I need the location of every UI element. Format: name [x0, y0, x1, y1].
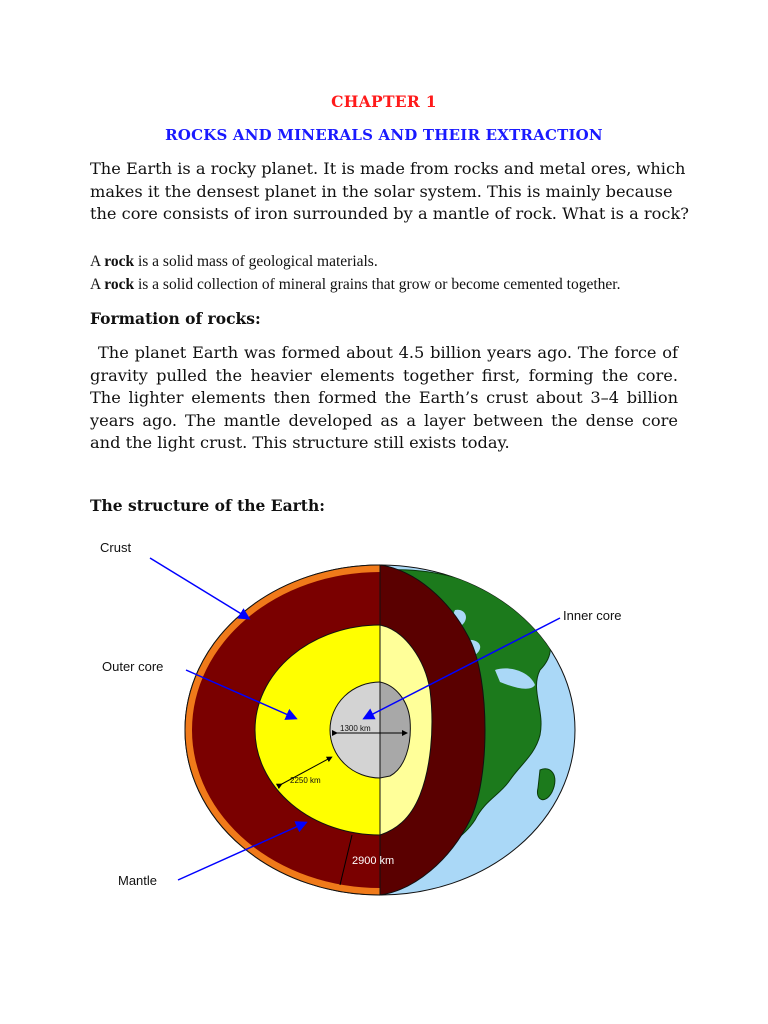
crust-label: Crust: [100, 540, 132, 555]
rock-definition-1: A rock is a solid mass of geological materials.: [90, 253, 378, 270]
intro-paragraph: The Earth is a rocky planet. It is made from rocks and metal ores, which makes it the densest planet in the solar system. This is mainly because the core consists of iron surrounded by a mantle of rock. What is a rock?: [90, 159, 689, 223]
mantle-label: Mantle: [118, 873, 158, 888]
chapter-title: ROCKS AND MINERALS AND THEIR EXTRACTION: [165, 126, 603, 144]
inner-core-label: Inner core: [563, 608, 622, 623]
earth-structure-diagram: [90, 530, 650, 910]
outer-core-label: Outer core: [102, 659, 164, 674]
rock-term: rock: [104, 276, 135, 293]
rock-term: rock: [104, 253, 135, 270]
formation-heading: Formation of rocks:: [90, 309, 261, 328]
crust-arrow: [150, 558, 248, 618]
chapter-number: CHAPTER 1: [331, 92, 437, 111]
structure-heading: The structure of the Earth:: [90, 496, 325, 515]
outer-core-km: 2250 km: [290, 776, 321, 785]
earth-cross-section-illustration: [90, 530, 650, 910]
inner-core-km: 1300 km: [340, 724, 371, 733]
rock-definition-2: A rock is a solid collection of mineral grains that grow or become cemented together.: [90, 276, 621, 293]
formation-paragraph: The planet Earth was formed about 4.5 billion years ago. The force of gravity pulled the heavier elements together first, forming the core. The lighter elements then formed the Earth’s crust about 3–4 billion years ago. The mantle developed as a layer between the dense core and the light crust. This structure still exists today.: [90, 343, 678, 452]
mantle-km: 2900 km: [352, 855, 395, 867]
